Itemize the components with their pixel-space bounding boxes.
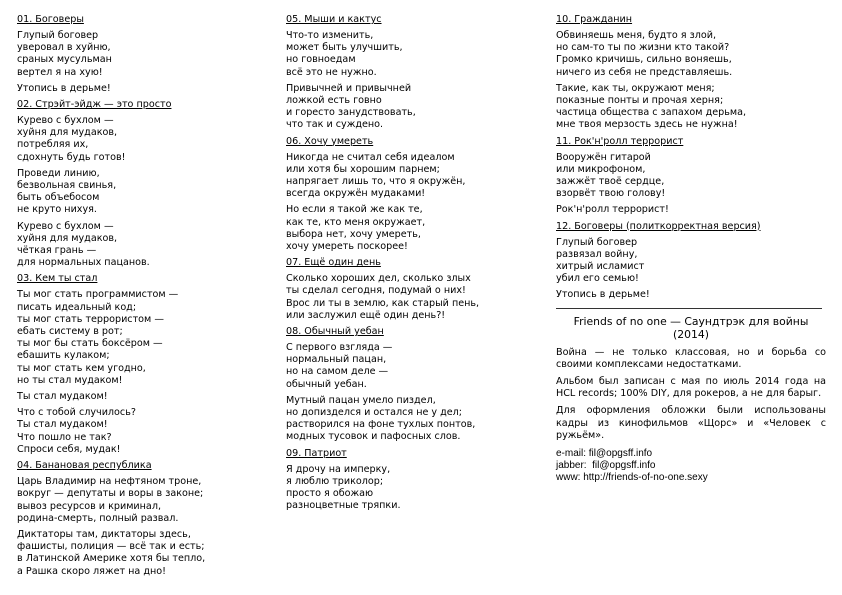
song-title: 11. Рок'н'ролл террорист — [556, 135, 684, 147]
lyric-line: Ты стал мудаком! — [17, 419, 108, 431]
lyric-line: а Рашка скоро ляжет на дно! — [17, 565, 166, 577]
lyric-line: мне твоя мерзость здесь не нужна! — [556, 119, 738, 131]
contact-email[interactable]: e-mail: fil@opgsff.info — [556, 448, 653, 460]
lyric-line: Глупый боговер — [556, 236, 638, 248]
lyric-line: Мутный пацан умело пиздел, — [286, 394, 436, 406]
lyric-line: хочу умереть поскорее! — [286, 241, 408, 253]
stanza — [556, 289, 826, 301]
stanza — [17, 289, 262, 387]
album-recording-info: Альбом был записан с мая по июль 2014 года на HCL records; 100% DIY, для рокеров, а не для барыг. — [556, 376, 826, 400]
song-title: 07. Ещё один день — [286, 257, 381, 269]
song — [286, 257, 531, 322]
lyric-line: может быть улучшить, — [286, 42, 403, 54]
stanza — [286, 464, 531, 513]
lyric-line: С первого взгляда — — [286, 342, 393, 354]
lyric-line: разноцветные тряпки. — [286, 500, 401, 512]
lyric-line: зажжёт твоё сердце, — [556, 176, 665, 188]
song — [556, 136, 826, 217]
lyric-line: ложкой есть говно — [286, 95, 382, 107]
lyric-line: ты мог бы стать боксёром — — [17, 338, 163, 350]
lyric-line: просто я обожаю — [286, 488, 374, 500]
column-middle — [286, 14, 531, 517]
lyric-line: хуйня для мудаков, — [17, 127, 118, 139]
lyric-line: Что пошло не так? — [17, 431, 112, 443]
stanza — [17, 407, 262, 456]
stanza — [556, 152, 826, 201]
lyric-line: быть объебосом — [17, 192, 100, 204]
lyric-line: Ты стал мудаком! — [17, 391, 108, 403]
stanza — [286, 342, 531, 391]
lyric-line: хитрый исламист — [556, 261, 645, 273]
stanza — [286, 273, 531, 322]
song-title: 02. Стрэйт-эйдж — это просто — [17, 99, 172, 111]
lyric-line: писать идеальный код; — [17, 301, 137, 313]
stanza — [286, 395, 531, 444]
lyric-line: или заслужил ещё один день?! — [286, 309, 446, 321]
lyric-line: Курево с бухлом — — [17, 115, 114, 127]
lyric-line: Привычней и привычней — [286, 82, 412, 94]
song — [286, 14, 531, 132]
contacts — [556, 448, 826, 485]
lyric-line: Ты мог стать программистом — — [17, 289, 179, 301]
song — [286, 448, 531, 513]
lyric-line: Царь Владимир на нефтяном троне, — [17, 476, 202, 488]
song-title: 09. Патриот — [286, 447, 347, 459]
lyric-line: ты сделал сегодня, подумай о них! — [286, 285, 466, 297]
stanza — [17, 30, 262, 79]
song-title: 05. Мыши и кактус — [286, 14, 382, 25]
lyric-line: хуйня для мудаков, — [17, 232, 118, 244]
lyric-line: обычный уебан. — [286, 378, 367, 390]
lyric-line: убил его семью! — [556, 273, 639, 285]
stanza — [286, 83, 531, 132]
song — [17, 273, 262, 456]
lyric-line: не круто нихуя. — [17, 204, 97, 216]
stanza — [556, 237, 826, 286]
lyric-line: Рок'н'ролл террорист! — [556, 204, 669, 216]
lyric-line: частица общества с запахом дерьма, — [556, 107, 747, 119]
lyric-line: Глупый боговер — [17, 30, 99, 41]
lyric-line: развязал войну, — [556, 248, 638, 260]
song — [286, 326, 531, 444]
lyric-line: Громко кричишь, сильно воняешь, — [556, 54, 732, 66]
contact-website[interactable]: www: http://friends-of-no-one.sexy — [556, 472, 708, 484]
lyric-line: уверовал в хуйню, — [17, 42, 111, 54]
lyric-line: потребляя их, — [17, 139, 89, 151]
song — [17, 14, 262, 95]
lyric-line: сдохнуть будь готов! — [17, 151, 126, 163]
lyric-line: вертел я на хую! — [17, 66, 103, 78]
lyric-line: взорвёт твою голову! — [556, 188, 666, 200]
lyric-line: выбора нет, хочу умереть, — [286, 228, 421, 240]
stanza — [286, 204, 531, 253]
lyric-line: фашисты, полиция — всё так и есть; — [17, 541, 205, 553]
lyric-line: Курево с бухлом — — [17, 220, 114, 232]
lyric-line: Спроси себя, мудак! — [17, 443, 121, 455]
lyric-line: Диктаторы там, диктаторы здесь, — [17, 528, 191, 540]
lyric-line: или микрофоном, — [556, 163, 646, 175]
stanza — [17, 115, 262, 164]
lyric-line: Но если я такой же как те, — [286, 204, 423, 216]
lyric-line: ты мог стать террористом — — [17, 313, 164, 325]
lyric-line: Что с тобой случилось? — [17, 407, 136, 419]
contact-jabber[interactable]: jabber: fil@opgsff.info — [556, 460, 656, 472]
stanza — [556, 30, 826, 79]
song — [556, 221, 826, 302]
lyric-line: ты мог стать кем угодно, — [17, 362, 146, 374]
songs-right — [556, 14, 826, 302]
lyric-line: но сам-то ты по жизни кто такой? — [556, 42, 730, 54]
stanza — [17, 391, 262, 403]
song-title: 01. Боговеры — [17, 14, 84, 25]
lyric-line: модных тусовок и пафосных слов. — [286, 431, 461, 443]
song — [286, 136, 531, 254]
column-left — [17, 14, 262, 582]
lyric-line: Никогда не считал себя идеалом — [286, 151, 455, 163]
lyric-line: но ты стал мудаком! — [17, 374, 123, 386]
stanza — [286, 30, 531, 79]
song-title: 08. Обычный уебан — [286, 326, 384, 338]
lyric-line: нормальный пацан, — [286, 354, 387, 366]
lyric-line: и горесто занудствовать, — [286, 107, 416, 119]
lyric-line: но говноедам — [286, 54, 356, 66]
song — [17, 99, 262, 269]
lyric-line: всё это не нужно. — [286, 66, 377, 78]
song — [17, 460, 262, 578]
lyric-line: что так и суждено. — [286, 119, 384, 131]
lyric-line: но допизделся и остался не у дел; — [286, 407, 463, 419]
lyric-line: Я дрочу на имперку, — [286, 463, 391, 475]
lyric-line: Врос ли ты в землю, как старый пень, — [286, 297, 480, 309]
lyric-line: Проведи линию, — [17, 167, 100, 179]
lyric-line: но на самом деле — — [286, 366, 389, 378]
album-title: Friends of no one — Саундтрэк для войны (2014) — [573, 314, 809, 342]
lyric-line: чёткая грань — — [17, 245, 97, 257]
song-title: 03. Кем ты стал — [17, 273, 98, 285]
lyric-line: Утопись в дерьме! — [17, 82, 111, 94]
column-right — [556, 14, 826, 485]
lyric-line: или хотя бы хорошим парнем; — [286, 163, 440, 175]
album-description: Война — не только классовая, но и борьба со своими комплексами недостатками. — [556, 346, 826, 370]
lyric-line: в Латинской Америке хотя бы тепло, — [17, 553, 206, 565]
stanza — [17, 83, 262, 95]
lyric-line: я люблю триколор; — [286, 475, 384, 487]
lyric-line: напрягает лишь то, что я окружён, — [286, 176, 466, 188]
stanza — [17, 221, 262, 270]
lyric-line: растворился на фоне тухлых понтов, — [286, 419, 476, 431]
lyric-line: всегда окружён мудаками! — [286, 188, 426, 200]
song-title: 06. Хочу умереть — [286, 135, 374, 147]
stanza — [556, 204, 826, 216]
lyric-line: безвольная свинья, — [17, 180, 117, 192]
album-cover-info: Для оформления обложки были использованы кадры из кинофильмов «Щорс» и «Человек с ружьём». — [556, 405, 826, 441]
lyric-line: показные понты и прочая херня; — [556, 95, 724, 107]
lyric-line: как те, кто меня окружает, — [286, 216, 426, 228]
song-title: 10. Гражданин — [556, 14, 633, 25]
lyric-line: родина-смерть, полный развал. — [17, 512, 179, 524]
lyric-line: Что-то изменить, — [286, 30, 374, 41]
lyric-line: ебашить кулаком; — [17, 350, 110, 362]
song — [556, 14, 826, 132]
stanza — [286, 152, 531, 201]
song-title: 04. Банановая республика — [17, 460, 152, 472]
lyric-line: ничего из себя не представляешь. — [556, 66, 733, 78]
stanza — [17, 168, 262, 217]
stanza — [17, 529, 262, 578]
lyric-line: для нормальных пацанов. — [17, 257, 150, 269]
lyric-line: Такие, как ты, окружают меня; — [556, 82, 715, 94]
lyric-line: Обвиняешь меня, будто я злой, — [556, 30, 717, 41]
stanza — [556, 83, 826, 132]
lyric-line: Сколько хороших дел, сколько злых — [286, 273, 471, 285]
lyric-line: Утопись в дерьме! — [556, 289, 650, 301]
divider — [556, 308, 822, 309]
stanza — [17, 476, 262, 525]
song-title: 12. Боговеры (политкорректная версия) — [556, 220, 761, 232]
lyric-line: вокруг — депутаты и воры в законе; — [17, 488, 204, 500]
lyric-line: Вооружён гитарой — [556, 151, 651, 163]
lyric-line: ебать систему в рот; — [17, 326, 123, 338]
lyric-line: вывоз ресурсов и криминал, — [17, 500, 161, 512]
lyric-line: сраных мусульман — [17, 54, 112, 66]
